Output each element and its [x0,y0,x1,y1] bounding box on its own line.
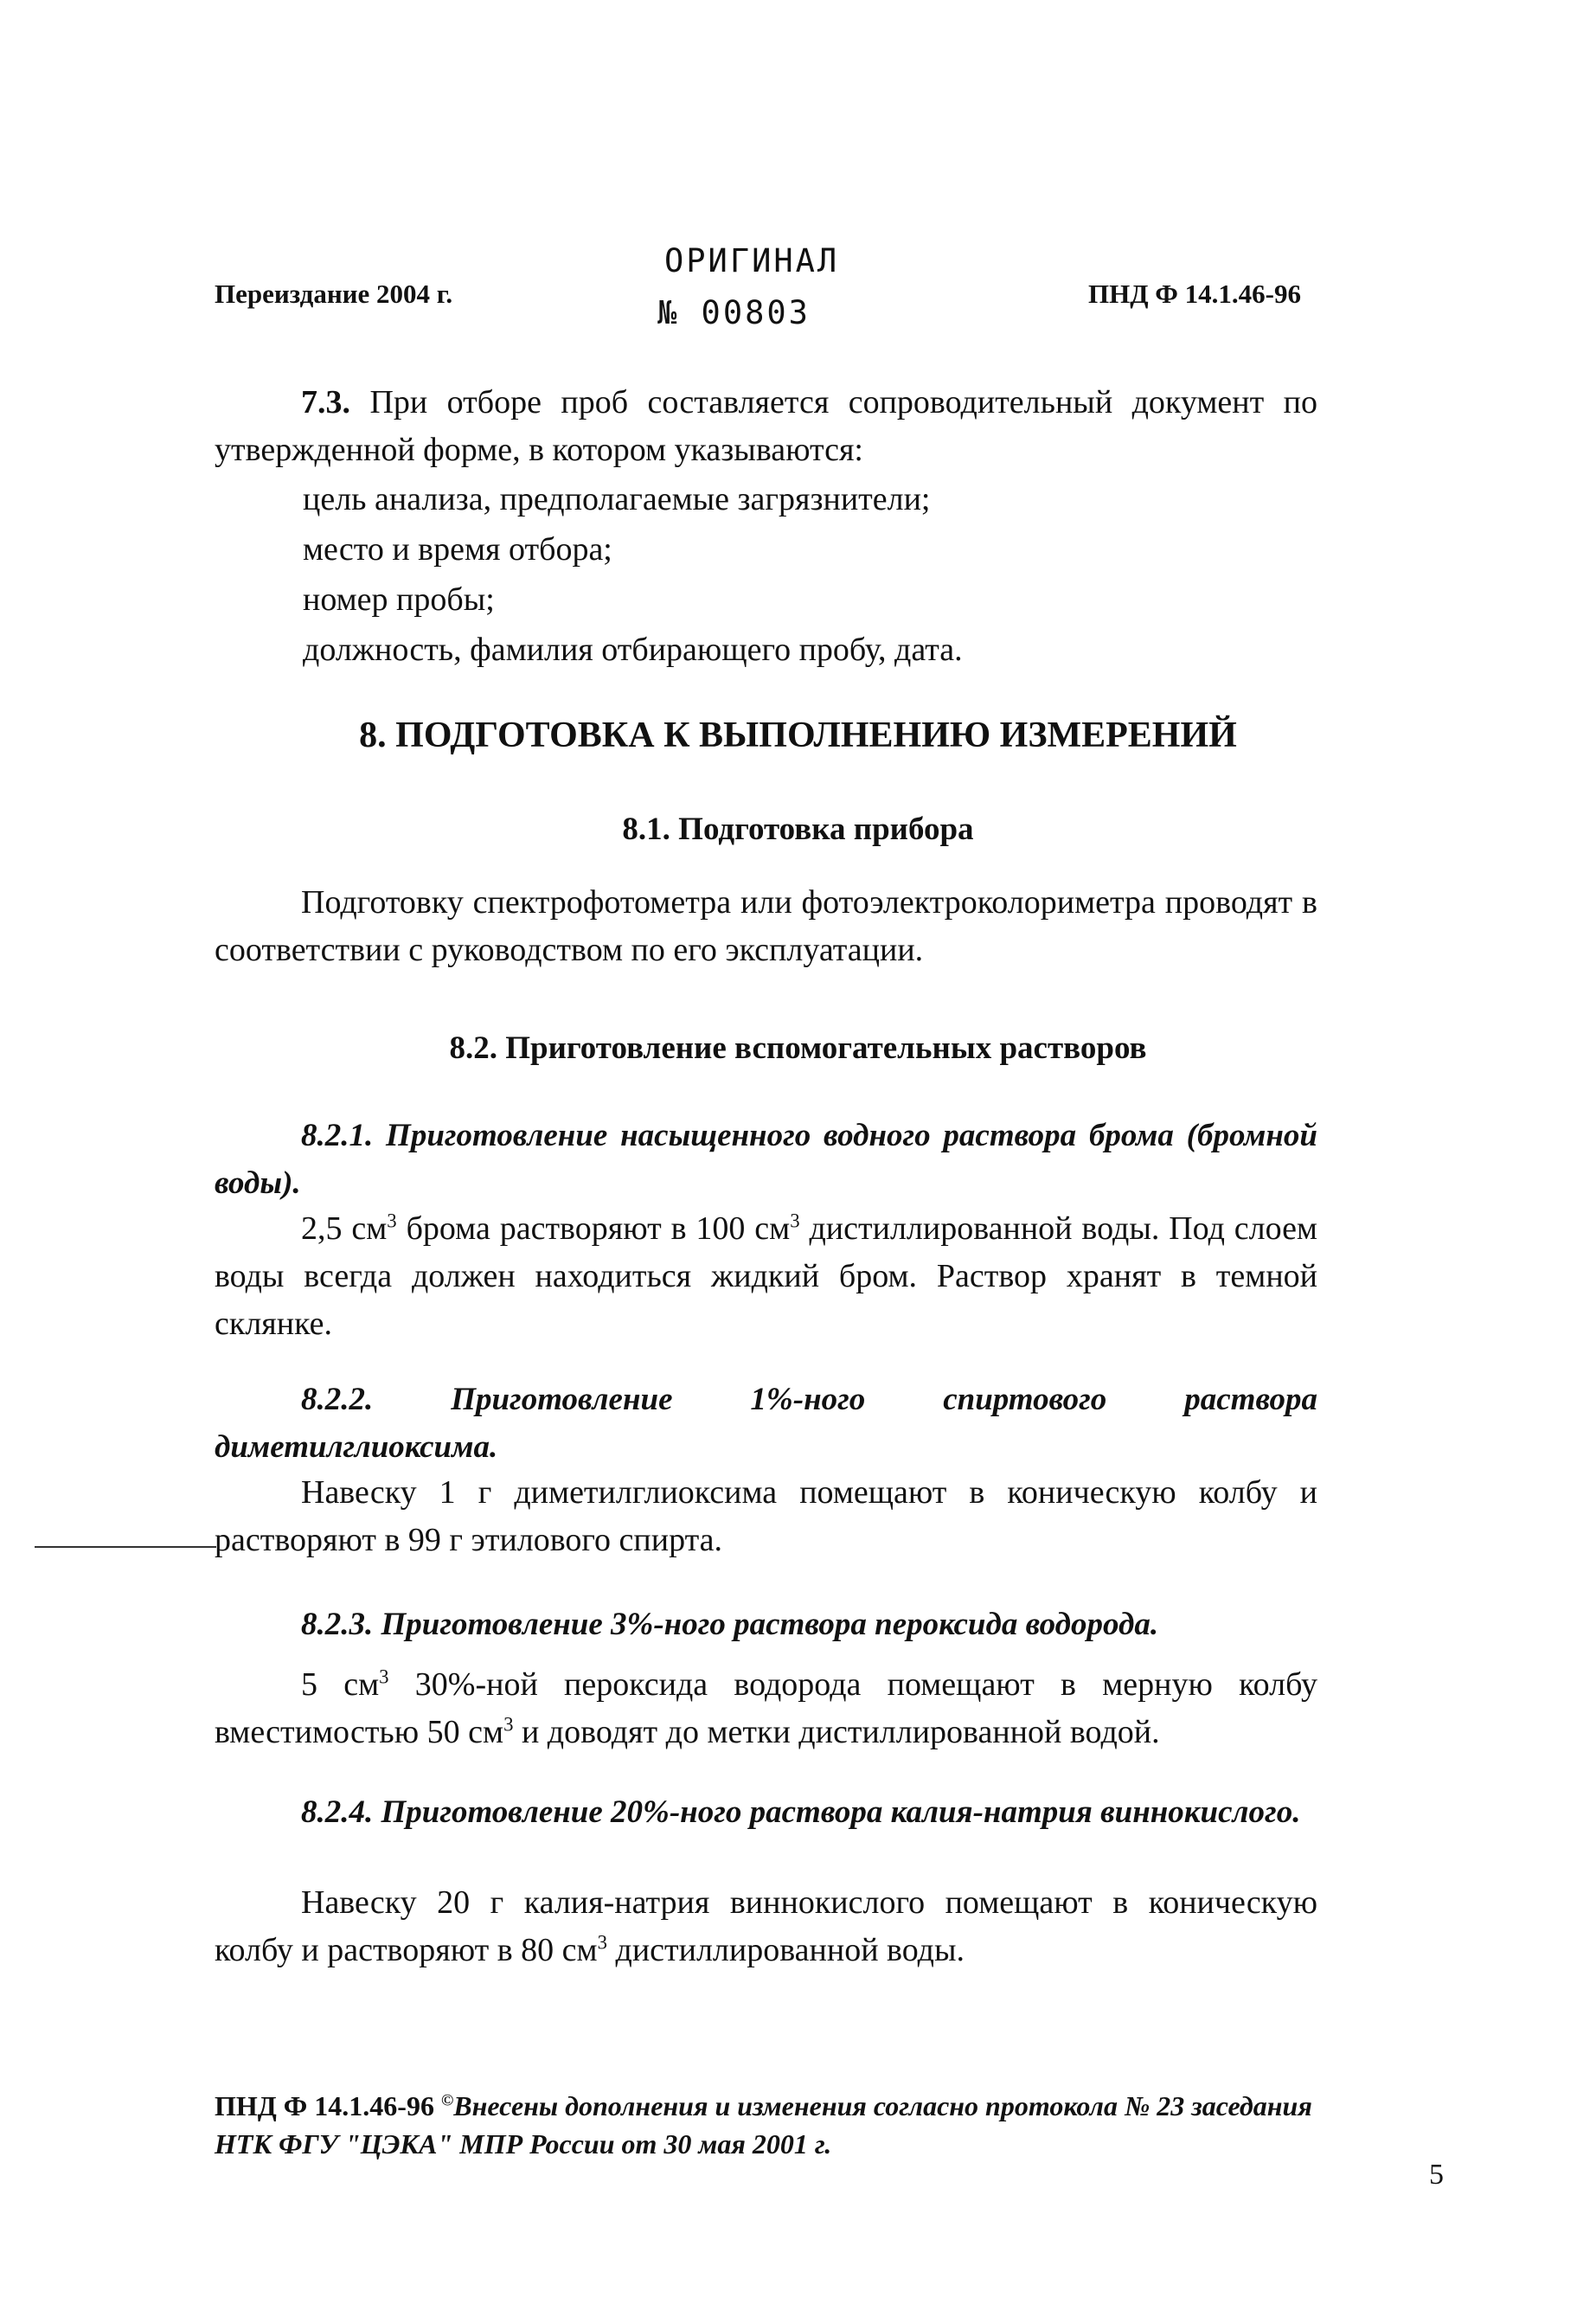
item-8-2-3-text: 5 $см^3$ 30%-ной пероксида водорода помещают в мерную колбу вместимостью 50 $см^3$ и доводят до метки дистиллированной водой. [215,1665,1317,1750]
section-8-1-text: Подготовку спектрофотометра или фотоэлектроколориметра проводят в соответствии с руководством по его эксплуатации. [215,884,1317,968]
list-item: должность, фамилия отбирающего пробу, дата. [303,632,963,668]
section-8-title: 8. ПОДГОТОВКА К ВЫПОЛНЕНИЮ ИЗМЕРЕНИЙ [359,716,1237,755]
stamp-title: ОРИГИНАЛ [664,242,840,279]
section-7-3-number: 7.3. [301,384,350,420]
section-7-3-paragraph [215,379,1317,474]
document-code: ПНД Ф 14.1.46-96 [1088,279,1302,309]
item-8-2-4-title: 8.2.4. Приготовление 20%-ного раствора калия-натрия виннокислого. [301,1794,1301,1830]
item-8-2-3-title: 8.2.3. Приготовление 3%-ного раствора пероксида водорода. [301,1607,1159,1642]
footer-text: Внесены дополнения и изменения согласно протокола № 23 заседания НТК ФГУ "ЦЭКА" МПР России от 30 мая 2001 г. [215,2090,1312,2160]
list-item: номер пробы; [303,581,495,618]
list-item: цель анализа, предполагаемые загрязнители; [303,481,931,517]
item-8-2-4-text: Навеску 20 г калия-натрия виннокислого помещают в коническую колбу и растворяют в 80 $см^3$ дистиллированной воды. [215,1884,1317,1968]
section-8-1-title: 8.1. Подготовка прибора [622,812,974,847]
footer-code: ПНД Ф 14.1.46-96 [215,2090,441,2121]
item-8-2-1-text: 2,5 $см^3$ брома растворяют в 100 $см^3$ дистиллированной воды. Под слоем воды всегда должен находиться жидкий бром. Раствор хранят в темной склянке. [215,1210,1317,1342]
item-8-2-1-title: 8.2.1. Приготовление насыщенного водного раствора брома (бромной воды). [215,1118,1317,1201]
footer-note [215,2087,1317,2163]
page-number: 5 [1429,2159,1444,2191]
section-8-2-title: 8.2. Приготовление вспомогательных растворов [449,1030,1147,1066]
footer-mark: © [440,2091,454,2110]
item-8-2-2-text: Навеску 1 г диметилглиоксима помещают в коническую колбу и растворяют в 99 г этилового спирта. [215,1474,1317,1558]
stamp-number: № 00803 [657,294,811,331]
margin-rule [35,1546,216,1548]
original-stamp [657,235,839,339]
item-8-2-2-title: 8.2.2. Приготовление 1%-ного спиртового раствора диметилглиоксима. [215,1382,1317,1465]
section-7-3-list [303,474,963,675]
edition-label: Переиздание 2004 г. [215,279,453,309]
section-7-3-text: При отборе проб составляется сопроводительный документ по утвержденной форме, в котором указываются: [215,384,1317,468]
list-item: место и время отбора; [303,531,612,568]
